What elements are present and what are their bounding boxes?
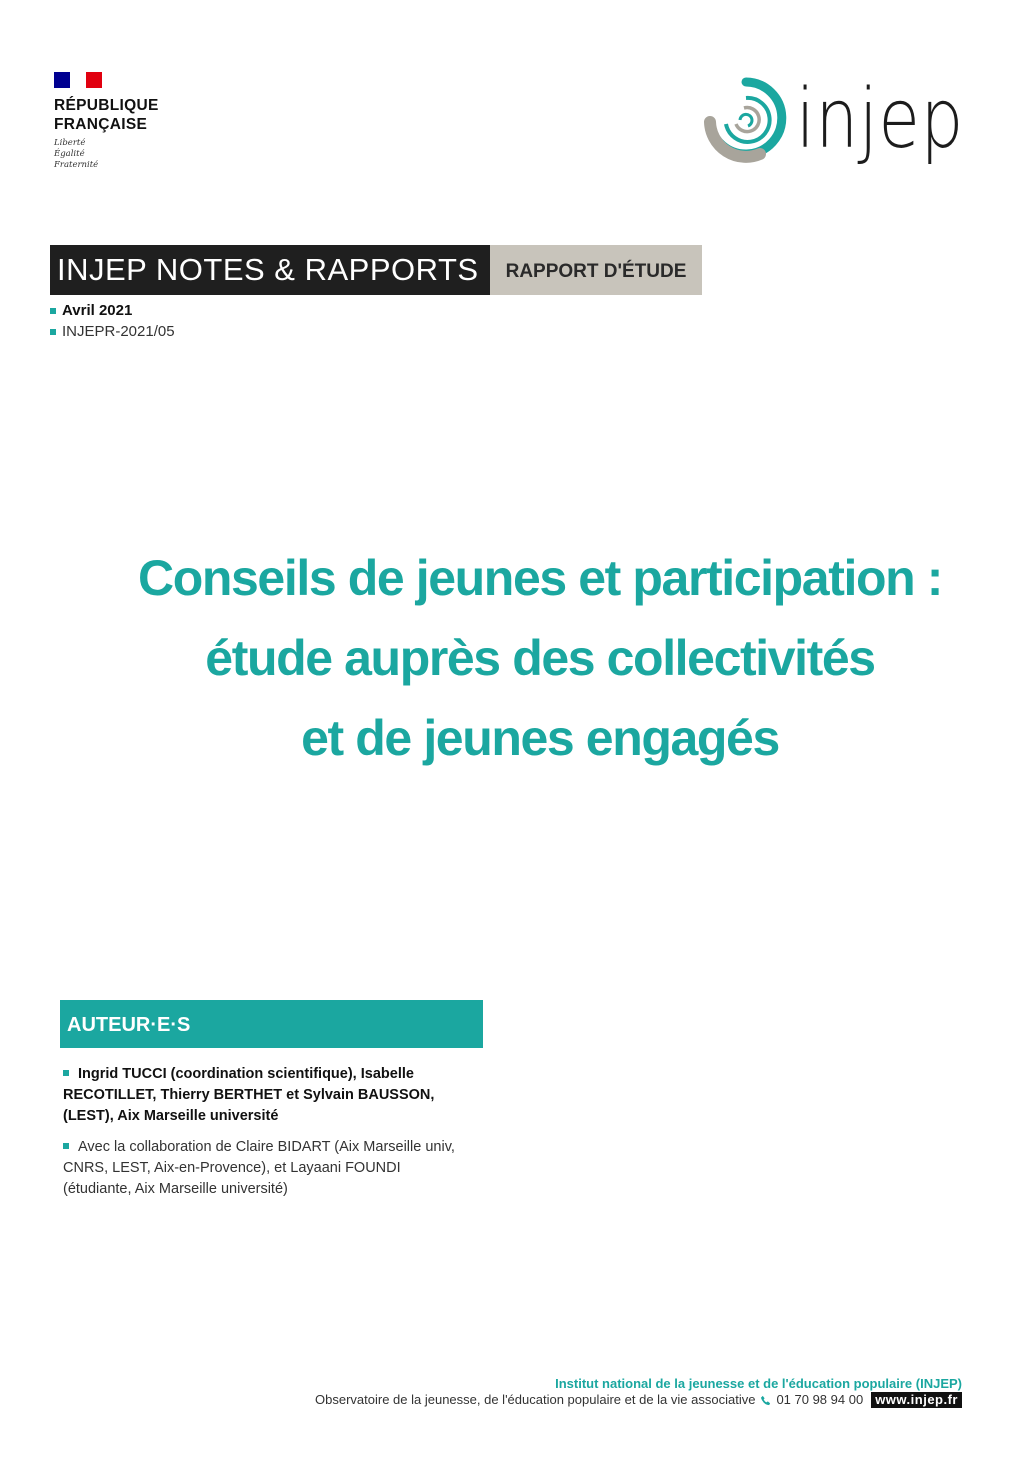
french-flag-icon [54, 72, 102, 88]
footer-observatory: Observatoire de la jeunesse, de l'éducation populaire et de la vie associative [315, 1392, 756, 1407]
report-type: RAPPORT D'ÉTUDE [490, 245, 702, 295]
republique-name-line: FRANÇAISE [54, 116, 148, 133]
motto-line: Égalité [54, 149, 85, 159]
publication-date-line [50, 300, 175, 321]
bullet-square-icon [63, 1070, 69, 1076]
bullet-square-icon [50, 308, 56, 314]
logo-wordmark: injep [796, 72, 965, 167]
publication-ref-line [50, 321, 175, 342]
flag-red [86, 72, 102, 88]
publication-date: Avril 2021 [62, 302, 133, 319]
republique-name [54, 96, 159, 134]
spiral-logo-icon [700, 68, 792, 172]
title-line: et de jeunes engagés [301, 710, 779, 766]
republique-name-line: RÉPUBLIQUE [54, 97, 159, 114]
footer-phone: 01 70 98 94 00 [776, 1392, 864, 1407]
republique-motto [54, 138, 159, 171]
phone-icon [760, 1395, 771, 1406]
authors-list [63, 1064, 473, 1210]
flag-white [70, 72, 86, 88]
footer-website-link[interactable]: www.injep.fr [871, 1392, 962, 1408]
title-line: étude auprès des collectivités [205, 630, 875, 686]
bullet-square-icon [63, 1143, 69, 1149]
title-line: Conseils de jeunes et participation : [138, 550, 942, 606]
footer-institute: Institut national de la jeunesse et de l'éducation populaire (INJEP) [555, 1376, 962, 1391]
motto-line: Liberté [54, 138, 86, 148]
footer-observatory-line [315, 1392, 962, 1408]
publication-reference: INJEPR-2021/05 [62, 323, 175, 340]
authors-heading: AUTEUR·E·S [60, 1000, 483, 1048]
series-band [50, 245, 702, 295]
publication-meta [50, 300, 175, 342]
bullet-square-icon [50, 329, 56, 335]
report-title [60, 538, 1020, 778]
author-item [63, 1064, 473, 1127]
republique-francaise-block [54, 72, 159, 171]
injep-logo [700, 68, 1001, 172]
motto-line: Fraternité [54, 160, 99, 170]
author-text: Ingrid TUCCI (coordination scientifique), Isabelle RECOTILLET, Thierry BERTHET et Sylvain BAUSSON, (LEST), Aix Marseille université [63, 1066, 435, 1124]
series-name: INJEP NOTES & RAPPORTS [50, 245, 490, 295]
flag-blue [54, 72, 70, 88]
author-text: Avec la collaboration de Claire BIDART (Aix Marseille univ, CNRS, LEST, Aix-en-Provence), et Layaani FOUNDI (étudiante, Aix Marseille université) [63, 1139, 455, 1197]
author-item [63, 1137, 473, 1200]
footer [315, 1376, 962, 1408]
